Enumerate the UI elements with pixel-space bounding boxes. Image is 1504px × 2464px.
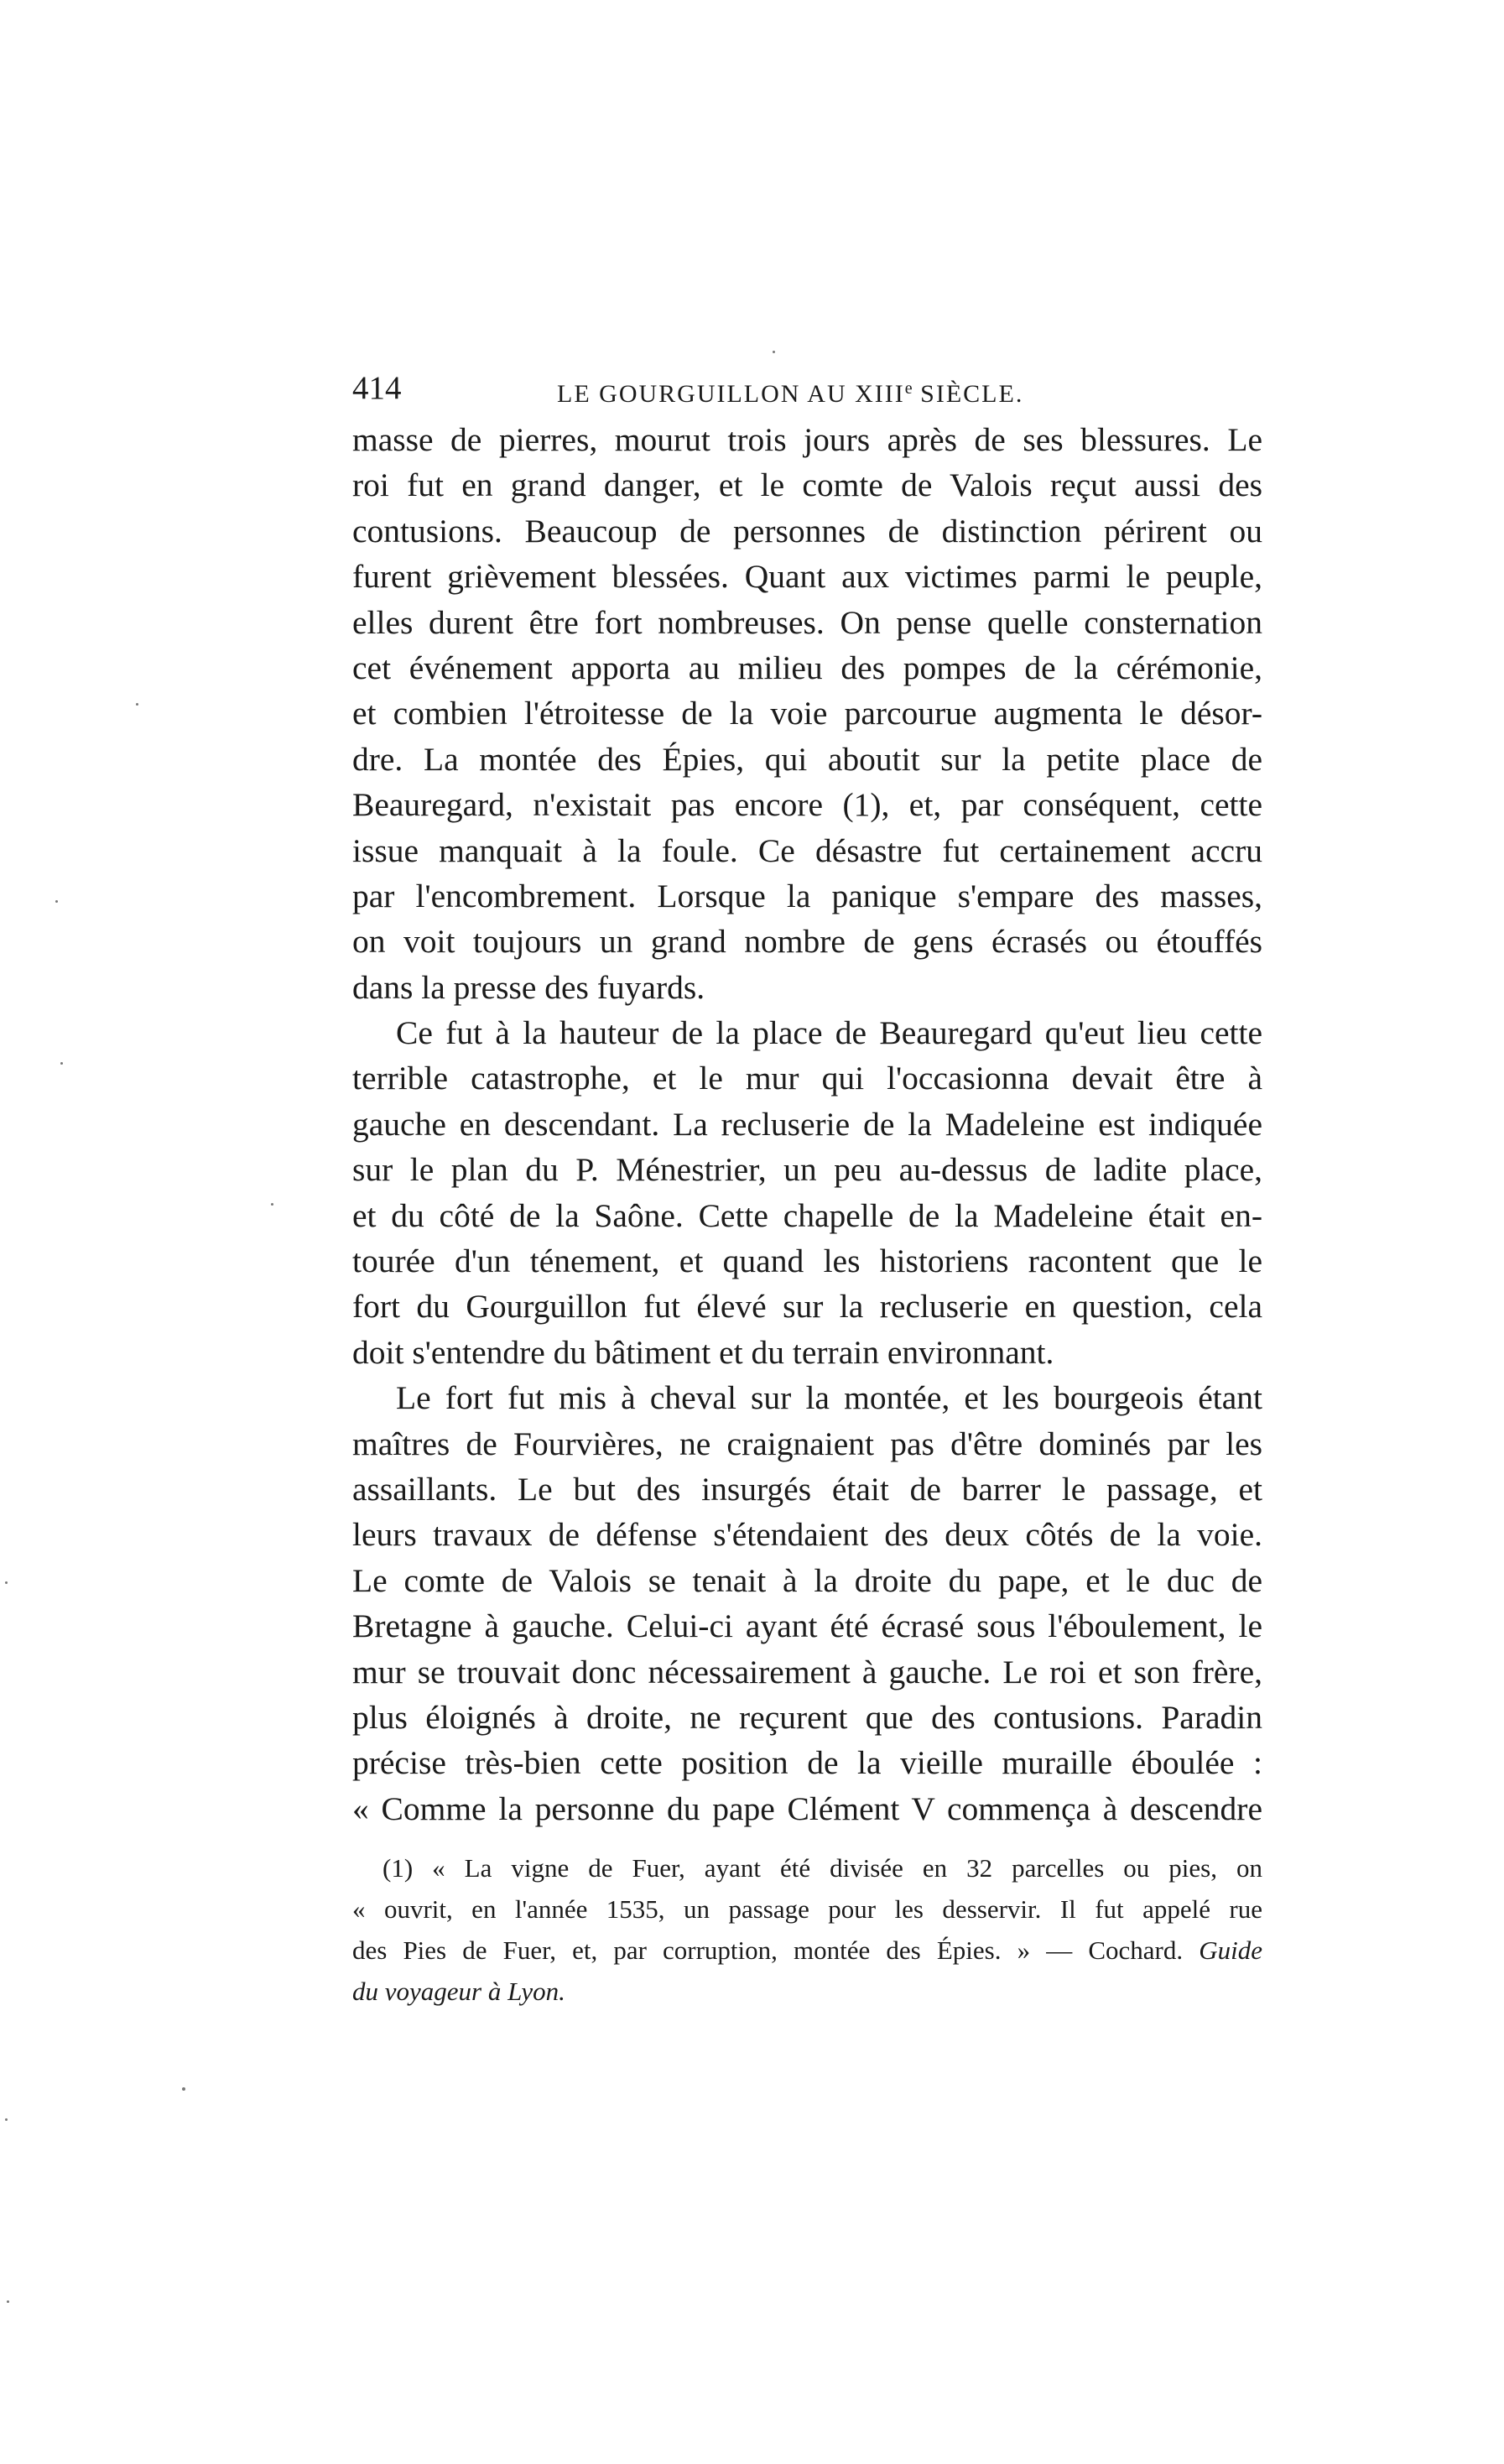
paper-speck bbox=[271, 1203, 273, 1206]
paper-speck bbox=[182, 2087, 185, 2091]
text-line: et du côté de la Saône. Cette chapelle de la Madeleine était en- bbox=[352, 1196, 1262, 1234]
text-line: contusions. Beaucoup de personnes de distinction périrent ou bbox=[352, 512, 1262, 550]
text-line: dans la presse des fuyards. bbox=[352, 968, 705, 1006]
text-line: et combien l'étroitesse de la voie parcourue augmenta le désor- bbox=[352, 695, 1262, 732]
text-line: on voit toujours un grand nombre de gens écrasés ou étouffés bbox=[352, 923, 1262, 961]
paper-speck bbox=[5, 1581, 8, 1584]
text-line: par l'encombrement. Lorsque la panique s'empare des masses, bbox=[352, 877, 1262, 914]
text-line: terrible catastrophe, et le mur qui l'occasionna devait être à bbox=[352, 1060, 1262, 1097]
text-line: Le fort fut mis à cheval sur la montée, et les bourgeois étant bbox=[396, 1379, 1262, 1417]
running-title-end: SIÈCLE. bbox=[912, 380, 1024, 408]
text-line: fort du Gourguillon fut élevé sur la recluserie en question, cela bbox=[352, 1288, 1262, 1326]
text-line: gauche en descendant. La recluserie de la Madeleine est indiquée bbox=[352, 1105, 1262, 1143]
text-line: doit s'entendre du bâtiment et du terrain environnant. bbox=[352, 1333, 1054, 1371]
footnote bbox=[352, 1847, 1262, 2012]
paper-speck bbox=[136, 703, 138, 706]
page-number: 414 bbox=[352, 370, 402, 406]
footnote-citation-italic: Guide bbox=[1199, 1935, 1262, 1965]
footnote-line bbox=[352, 1971, 1262, 2012]
text-line: assaillants. Le but des insurgés était de barrer le passage, et bbox=[352, 1470, 1262, 1508]
footnote-text: des Pies de Fuer, et, par corruption, montée des Épies. » — Cochard. bbox=[352, 1935, 1184, 1965]
footnote-line bbox=[352, 1930, 1262, 1971]
paper-speck bbox=[7, 2300, 9, 2303]
paper-speck bbox=[60, 1062, 63, 1065]
text-line: maîtres de Fourvières, ne craignaient pas d'être dominés par les bbox=[352, 1425, 1262, 1462]
paper-speck bbox=[773, 351, 775, 353]
text-line: Beauregard, n'existait pas encore (1), et, par conséquent, cette bbox=[352, 786, 1262, 824]
text-line: issue manquait à la foule. Ce désastre fut certainement accru bbox=[352, 831, 1262, 869]
text-line: tourée d'un ténement, et quand les historiens racontent que le bbox=[352, 1242, 1262, 1280]
text-line: elles durent être fort nombreuses. On pense quelle consternation bbox=[352, 603, 1262, 641]
text-line: Ce fut à la hauteur de la place de Beauregard qu'eut lieu cette bbox=[396, 1014, 1262, 1052]
running-title-superscript: e bbox=[904, 379, 913, 398]
running-title-main: LE GOURGUILLON AU XIII bbox=[557, 380, 905, 408]
text-line: précise très-bien cette position de la vieille muraille éboulée : bbox=[352, 1744, 1262, 1782]
page-header bbox=[352, 367, 1262, 409]
body-text bbox=[352, 417, 1262, 1831]
text-line: plus éloignés à droite, ne reçurent que des contusions. Paradin bbox=[352, 1698, 1262, 1736]
text-line: Le comte de Valois se tenait à la droite du pape, et le duc de bbox=[352, 1561, 1262, 1599]
text-line: dre. La montée des Épies, qui aboutit sur la petite place de bbox=[352, 740, 1262, 778]
paper-speck bbox=[55, 900, 58, 903]
text-line: cet événement apporta au milieu des pompes de la cérémonie, bbox=[352, 649, 1262, 686]
text-line: mur se trouvait donc nécessairement à gauche. Le roi et son frère, bbox=[352, 1653, 1262, 1690]
text-line: Bretagne à gauche. Celui-ci ayant été écrasé sous l'éboulement, le bbox=[352, 1607, 1262, 1645]
running-title bbox=[557, 367, 1023, 415]
paper-speck bbox=[5, 2118, 8, 2121]
text-line: sur le plan du P. Ménestrier, un peu au-dessus de ladite place, bbox=[352, 1151, 1262, 1189]
footnote-citation-italic: du voyageur à Lyon. bbox=[352, 1977, 565, 2006]
footnote-line: (1) « La vigne de Fuer, ayant été divisée en 32 parcelles ou pies, on bbox=[383, 1853, 1262, 1883]
text-line: leurs travaux de défense s'étendaient des deux côtés de la voie. bbox=[352, 1516, 1262, 1554]
footnote-line: « ouvrit, en l'année 1535, un passage pour les desservir. Il fut appelé rue bbox=[352, 1894, 1262, 1924]
text-line: « Comme la personne du pape Clément V commença à descendre bbox=[352, 1789, 1262, 1827]
text-line: furent grièvement blessées. Quant aux victimes parmi le peuple, bbox=[352, 558, 1262, 596]
text-line: masse de pierres, mourut trois jours après de ses blessures. Le bbox=[352, 421, 1262, 458]
text-line: roi fut en grand danger, et le comte de Valois reçut aussi des bbox=[352, 466, 1262, 504]
